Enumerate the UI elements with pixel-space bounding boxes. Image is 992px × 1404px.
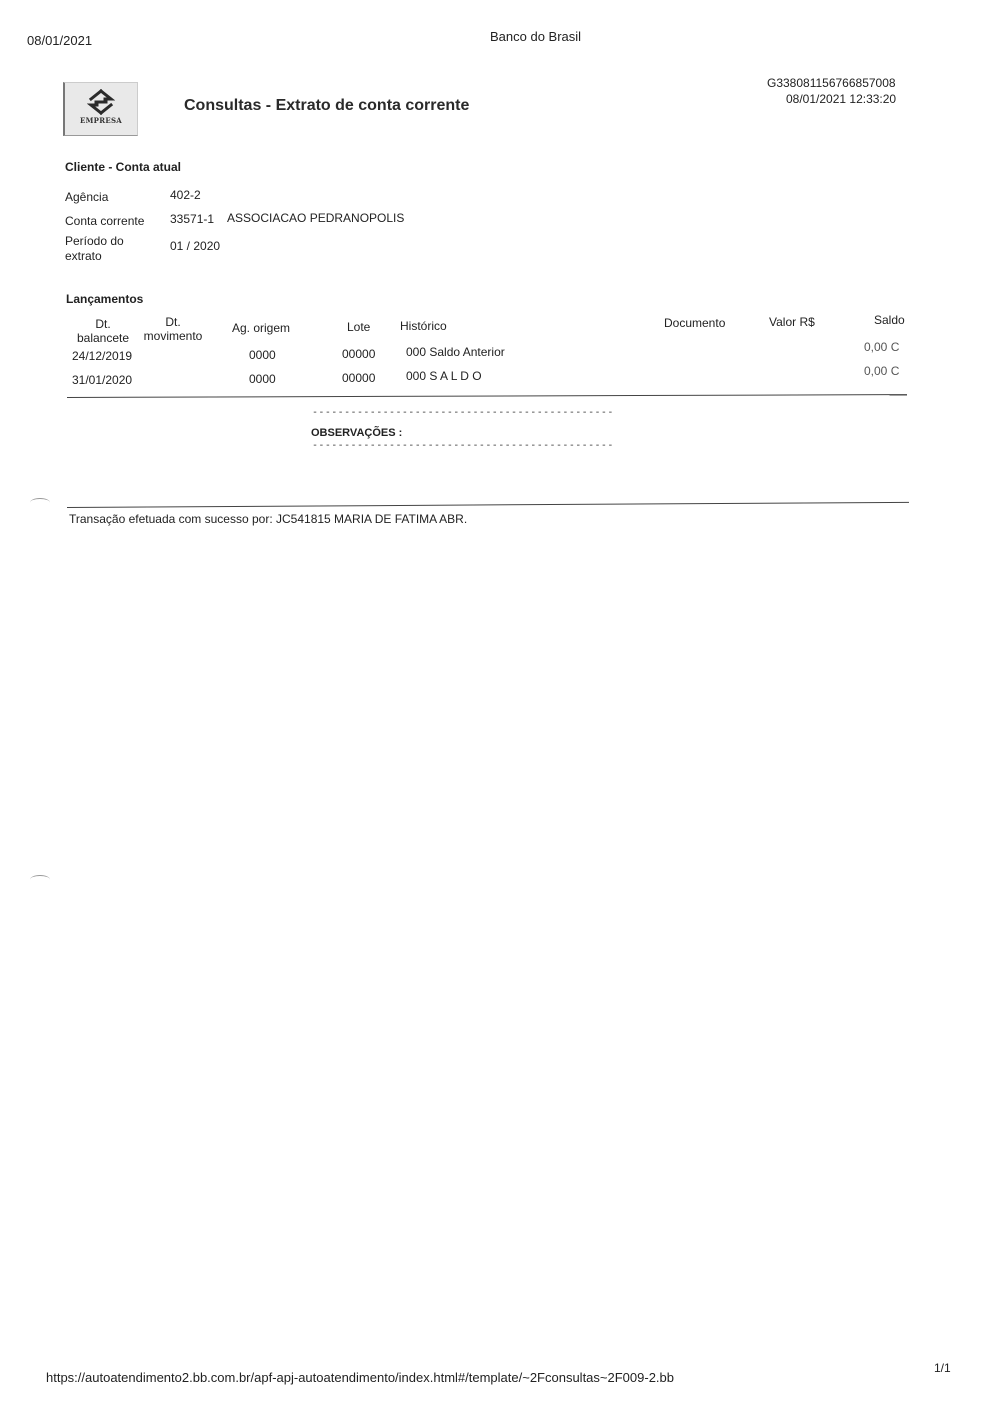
conta-label: Conta corrente — [65, 214, 145, 228]
col-header-dt-balancete — [75, 317, 131, 345]
row-1-dt-balancete: 24/12/2019 — [72, 349, 133, 363]
row-1-lote: 00000 — [342, 347, 376, 361]
footer-rule — [67, 502, 909, 508]
document-timestamp: 08/01/2021 12:33:20 — [786, 92, 897, 106]
col-header-documento: Documento — [664, 316, 726, 330]
col-header-dt-balancete-line1: Dt. — [95, 317, 111, 331]
row-1-historico: 000 Saldo Anterior — [406, 345, 505, 359]
conta-value: 33571-1 — [170, 212, 215, 226]
page-url: https://autoatendimento2.bb.com.br/apf-apj-autoatendimento/index.html#/template/~2Fconsultas~2F009-2.bb — [46, 1370, 674, 1385]
row-2-lote: 00000 — [342, 371, 376, 385]
transaction-message: Transação efetuada com sucesso por: JC541815 MARIA DE FATIMA ABR. — [69, 512, 468, 526]
lancamentos-section-title: Lançamentos — [66, 292, 144, 306]
col-header-historico: Histórico — [400, 319, 447, 333]
col-header-lote: Lote — [347, 320, 371, 334]
table-bottom-rule — [67, 394, 907, 398]
bank-logo-icon — [87, 89, 115, 115]
row-1-saldo: 0,00 C — [864, 340, 900, 354]
col-header-dt-balancete-line2: balancete — [76, 331, 130, 345]
document-id: G338081156766857008 — [767, 76, 896, 90]
col-header-dt-movimento-line2: movimento — [143, 329, 203, 343]
conta-name: ASSOCIACAO PEDRANOPOLIS — [227, 211, 405, 225]
page-number: 1/1 — [934, 1361, 951, 1375]
row-2-saldo: 0,00 C — [864, 364, 900, 378]
print-date: 08/01/2021 — [27, 33, 93, 48]
col-header-dt-movimento — [141, 315, 205, 343]
client-section-title: Cliente - Conta atual — [65, 160, 182, 174]
col-header-ag-origem: Ag. origem — [232, 321, 291, 335]
page-header-title: Banco do Brasil — [490, 29, 582, 44]
observacoes-label: OBSERVAÇÕES : — [311, 427, 403, 439]
periodo-label-line2: extrato — [65, 249, 102, 263]
observacoes-bottom-dashes: ----------------------------------------------- — [312, 440, 614, 451]
logo-text: EMPRESA — [79, 116, 123, 125]
agencia-value: 402-2 — [170, 188, 201, 202]
periodo-label: Período do — [65, 234, 124, 248]
row-2-historico: 000 S A L D O — [406, 369, 482, 383]
observacoes-top-dashes: ----------------------------------------------- — [312, 407, 614, 418]
agencia-label: Agência — [65, 190, 109, 204]
row-1-ag-origem: 0000 — [249, 348, 276, 362]
periodo-value: 01 / 2020 — [170, 239, 221, 253]
scan-mark — [30, 875, 50, 884]
row-2-ag-origem: 0000 — [249, 372, 276, 386]
col-header-dt-movimento-line1: Dt. — [165, 315, 181, 329]
col-header-saldo: Saldo — [874, 313, 905, 327]
col-header-valor: Valor R$ — [769, 315, 815, 329]
row-2-dt-balancete: 31/01/2020 — [72, 373, 133, 387]
bank-logo — [63, 82, 138, 136]
document-title: Consultas - Extrato de conta corrente — [184, 97, 470, 114]
scan-mark — [30, 498, 50, 507]
